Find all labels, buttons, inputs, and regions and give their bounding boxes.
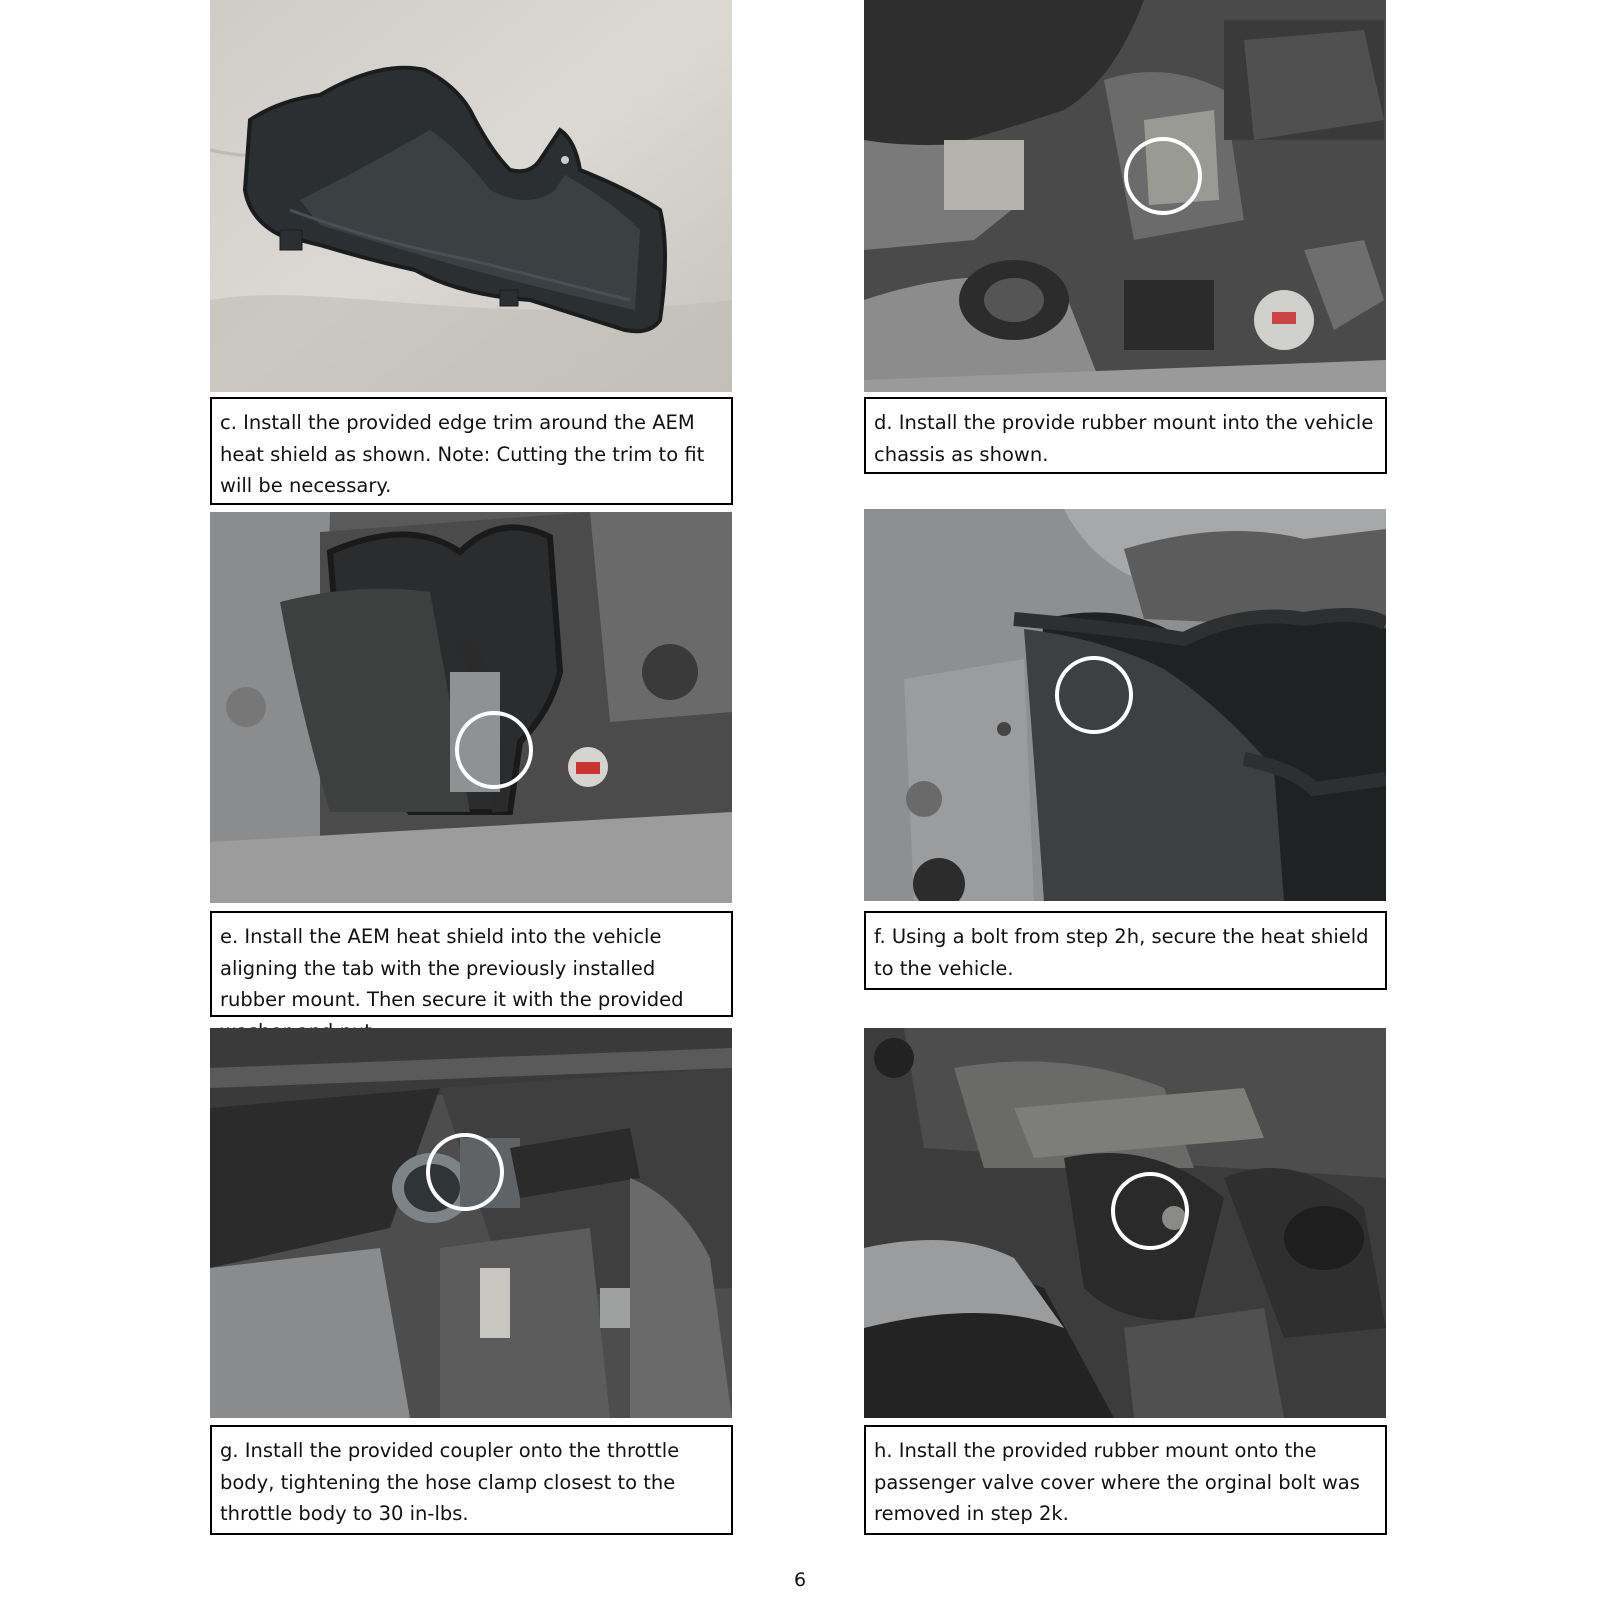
photo-coupler-throttle-body (210, 1028, 732, 1418)
photo-rubber-mount-chassis (864, 0, 1386, 392)
page-number: 6 (793, 1569, 807, 1591)
photo-rubber-mount-valve-cover (864, 1028, 1386, 1418)
step-c-caption: c. Install the provided edge trim around the AEM heat shield as shown. Note: Cutting the trim to fit will be necessary. (210, 397, 733, 505)
step-g-caption: g. Install the provided coupler onto the throttle body, tightening the hose clamp closest to the throttle body to 30 in-lbs. (210, 1425, 733, 1535)
photo-heat-shield-installed (210, 512, 732, 903)
step-e-caption: e. Install the AEM heat shield into the vehicle aligning the tab with the previously installed rubber mount. Then secure it with the provided (210, 911, 733, 1017)
step-f-caption: f. Using a bolt from step 2h, secure the heat shield to the vehicle. (864, 911, 1387, 990)
photo-heat-shield-with-trim (210, 0, 732, 392)
step-d-caption: d. Install the provide rubber mount into the vehicle chassis as shown. (864, 397, 1387, 474)
step-h-caption: h. Install the provided rubber mount onto the passenger valve cover where the orginal bolt was removed in step 2k. (864, 1425, 1387, 1535)
photo-heat-shield-bolt (864, 509, 1386, 901)
